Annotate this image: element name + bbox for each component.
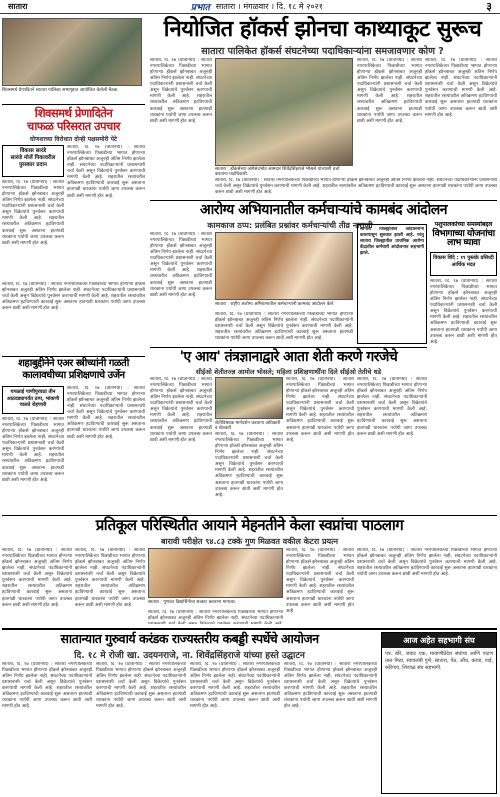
story8-subhead: दि. १८ मे रोजी खा. उदयनराजे, ना. शिवेंद्रसिंहराजे यांच्या हस्ते उद्घाटन xyxy=(74,651,305,661)
story1-left-caption: शिवसमर्थ प्रेणादितने सातारा पालिका सभागृहात आयोजित केलेली बैठक. xyxy=(2,88,119,93)
story4-column: सातारा, दि. १७ (प्रतिनिधी) : सातारा नगरपालिकेच्या पिछाडीच्या भागात होणाऱ्या हॉकर्स झोनबाबत अजूनही अंतिम निर्णय झालेला नाही. संघटनेच्या पदाधिकाऱ्यांनी प्रशासनाशी चर्चा केली असून विक्रेत्यांचे पुनर्वसन करण्याची मागणी केली आहे. शहरातील रस्त्यांवरील अतिक्रमण हटविण्याची कारवाई सुरू असताना हातगाडी धारकांना पर्यायी जागा उपलब्ध करून द्यावी अशी मागणी होत आहे. xyxy=(430,279,497,345)
participating-teams-title: आज अहेत सहभागी संघ xyxy=(382,633,496,648)
newspaper-logo: प्रभात xyxy=(190,3,210,13)
story8-column-3: सातारा, दि. १७ (प्रतिनिधी) : सातारा नगरपालिकेच्या पिछाडीच्या भागात होणाऱ्या हॉकर्स झोनबाबत अजूनही अंतिम निर्णय झालेला नाही. संघटनेच्या पदाधिकाऱ्यांनी प्रशासनाशी चर्चा केली असून विक्रेत्यांचे पुनर्वसन करण्याची मागणी केली आहे. शहरातील रस्त्यांवरील अतिक्रमण हटविण्याची कारवाई सुरू असताना हातगाडी धारकांना पर्यायी जागा उपलब्ध करून द्यावी अशी मागणी होत आहे. xyxy=(190,662,280,710)
story5-column-2: सातारा, दि. १७ (प्रतिनिधी) : सातारा नगरपालिकेच्या पिछाडीच्या भागात होणाऱ्या हॉकर्स झोनबाबत अजूनही अंतिम निर्णय झालेला नाही. संघटनेच्या पदाधिकाऱ्यांनी प्रशासनाशी चर्चा केली असून विक्रेत्यांचे पुनर्वसन करण्याची मागणी केली आहे. शहरातील रस्त्यांवरील अतिक्रमण हटविण्याची कारवाई सुरू असताना हातगाडी धारकांना पर्यायी जागा उपलब्ध करून द्यावी अशी मागणी होत आहे. xyxy=(215,432,283,498)
story3-column-1: सातारा, दि. १७ (प्रतिनिधी) : सातारा नगरपालिकेच्या पिछाडीच्या भागात होणाऱ्या हॉकर्स झोनबाबत अजूनही अंतिम निर्णय झालेला नाही. संघटनेच्या पदाधिकाऱ्यांनी प्रशासनाशी चर्चा केली असून विक्रेत्यांचे पुनर्वसन करण्याची मागणी केली आहे. शहरातील रस्त्यांवरील अतिक्रमण हटविण्याची कारवाई सुरू असताना हातगाडी धारकांना पर्यायी जागा उपलब्ध करून द्यावी अशी मागणी होत आहे. xyxy=(150,232,212,298)
participating-teams-body: पत्र. बोरे, जयाट एक, मायाणीप्रेदेश संघांचा आणि पाटण ताल मिठा, स्वावलंबी पुणे, सातारा, पेठ, औंध, कराड, वाई, कोरेगाव, शिरवळ संघ सहभागी. xyxy=(385,651,493,671)
story5-headline: 'ए आय' तंत्रज्ञानाद्वारे आता शेती करणे गरजेचे xyxy=(179,349,398,365)
story2-box: विकास सारंडे सारुंडे मोजें पिकावरील पुरस्कार प्रदान xyxy=(2,145,64,177)
story1-headline: नियोजित हॉकर्स झोनचा काथ्याकूट सुरूच xyxy=(163,16,482,42)
story7-photo xyxy=(148,548,283,598)
story3-column-2: सातारा, दि. १७ (प्रतिनिधी) : सातारा नगरपालिकेच्या पिछाडीच्या भागात होणाऱ्या हॉकर्स झोनबाबत अजूनही अंतिम निर्णय झालेला नाही. संघटनेच्या पदाधिकाऱ्यांनी प्रशासनाशी चर्चा केली असून विक्रेत्यांचे पुनर्वसन करण्याची मागणी केली आहे. शहरातील रस्त्यांवरील अतिक्रमण हटविण्याची कारवाई सुरू असताना हातगाडी धारकांना पर्यायी जागा उपलब्ध करून द्यावी अशी मागणी होत आहे. xyxy=(215,312,353,342)
header-city: सातारा xyxy=(8,2,28,11)
story6-headline-2: कालावधीच्या प्रशिक्षणाचे उर्जेन xyxy=(22,370,125,381)
story3-subhead: कामकाज ठप्प: प्रलंबित प्रश्नांवर कर्मचाऱ्यांची तीव्र नाराजी xyxy=(207,221,373,230)
story5-column-3: सातारा, दि. १७ (प्रतिनिधी) : सातारा नगरपालिकेच्या पिछाडीच्या भागात होणाऱ्या हॉकर्स झोनबाबत अजूनही अंतिम निर्णय झालेला नाही. संघटनेच्या पदाधिकाऱ्यांनी प्रशासनाशी चर्चा केली असून विक्रेत्यांचे पुनर्वसन करण्याची मागणी केली आहे. शहरातील रस्त्यांवरील अतिक्रमण हटविण्याची कारवाई सुरू असताना हातगाडी धारकांना पर्यायी जागा उपलब्ध करून द्यावी अशी मागणी होत आहे. xyxy=(286,377,354,443)
story7-subhead: बारावी परीक्षेत ९४.८३ टक्के गुण मिळवत वकील केटरा प्रयत्न xyxy=(160,537,339,546)
story7-column-4: सातारा, दि. १७ (प्रतिनिधी) : सातारा नगरपालिकेच्या पिछाडीच्या भागात होणाऱ्या हॉकर्स झोनबाबत अजूनही अंतिम निर्णय झालेला नाही. संघटनेच्या पदाधिकाऱ्यांनी प्रशासनाशी चर्चा केली असून विक्रेत्यांचे पुनर्वसन करण्याची मागणी केली आहे. शहरातील रस्त्यांवरील अतिक्रमण हटविण्याची कारवाई सुरू असताना हातगाडी धारकांना पर्यायी जागा उपलब्ध करून द्यावी अशी मागणी होत आहे. xyxy=(286,548,354,614)
story1-column-1: सातारा, दि. १७ (प्रतिनिधी) : सातारा नगरपालिकेच्या पिछाडीच्या भागात होणाऱ्या हॉकर्स झोनबाबत अजूनही अंतिम निर्णय झालेला नाही. संघटनेच्या पदाधिकाऱ्यांनी प्रशासनाशी चर्चा केली असून विक्रेत्यांचे पुनर्वसन करण्याची मागणी केली आहे. शहरातील रस्त्यांवरील अतिक्रमण हटविण्याची कारवाई सुरू असताना हातगाडी धारकांना पर्यायी जागा उपलब्ध करून द्यावी अशी मागणी होत आहे. xyxy=(150,58,212,124)
story2-subhead: घोणशाच्या विरोधात दोन्ही पक्षसमोरी पेटे xyxy=(29,136,118,143)
story5-photo-caption: शेतीविषयक मार्गदर्शन करताना अधिकारी व शेतकरी xyxy=(215,421,281,432)
story1-column-bottom: सातारा, दि. १७ (प्रतिनिधी) : सातारा नगरपालिकेच्या पिछाडीच्या भागात होणाऱ्या हॉकर्स झोनबाबत अजूनही अंतिम निर्णय झालेला नाही. संघटनेच्या पदाधिकाऱ्यांनी प्रशासनाशी चर्चा केली असून विक्रेत्यांचे पुनर्वसन करण्याची मागणी केली आहे. शहरातील रस्त्यांवरील अतिक्रमण हटविण्याची कारवाई सुरू असताना हातगाडी धारकांना पर्यायी जागा उपलब्ध करून द्यावी अशी मागणी होत आहे. xyxy=(215,178,497,196)
story5-photo xyxy=(215,377,283,419)
story6-column-1: सातारा, दि. १७ (प्रतिनिधी) : सातारा नगरपालिकेच्या पिछाडीच्या भागात होणाऱ्या हॉकर्स झोनबाबत अजूनही अंतिम निर्णय झालेला नाही. संघटनेच्या पदाधिकाऱ्यांनी प्रशासनाशी चर्चा केली असून विक्रेत्यांचे पुनर्वसन करण्याची मागणी केली आहे. शहरातील रस्त्यांवरील अतिक्रमण हटविण्याची कारवाई सुरू असताना हातगाडी धारकांना पर्यायी जागा उपलब्ध करून द्यावी अशी मागणी होत आहे. xyxy=(2,417,64,483)
story8-column-1: सातारा, दि. १७ (प्रतिनिधी) : सातारा नगरपालिकेच्या पिछाडीच्या भागात होणाऱ्या हॉकर्स झोनबाबत अजूनही अंतिम निर्णय झालेला नाही. संघटनेच्या पदाधिकाऱ्यांनी प्रशासनाशी चर्चा केली असून विक्रेत्यांचे पुनर्वसन करण्याची मागणी केली आहे. शहरातील रस्त्यांवरील अतिक्रमण हटविण्याची कारवाई सुरू असताना हातगाडी धारकांना पर्यायी जागा उपलब्ध करून द्यावी अशी मागणी होत आहे. xyxy=(2,662,92,710)
story2-column-2: सातारा, दि. १७ (प्रतिनिधी) : सातारा नगरपालिकेच्या पिछाडीच्या भागात होणाऱ्या हॉकर्स झोनबाबत अजूनही अंतिम निर्णय झालेला नाही. संघटनेच्या पदाधिकाऱ्यांनी प्रशासनाशी चर्चा केली असून विक्रेत्यांचे पुनर्वसन करण्याची मागणी केली आहे. शहरातील रस्त्यांवरील अतिक्रमण हटविण्याची कारवाई सुरू असताना हातगाडी धारकांना पर्यायी जागा उपलब्ध करून द्यावी अशी मागणी होत आहे. xyxy=(67,145,145,199)
story7-column-2: सातारा, दि. १७ (प्रतिनिधी) : सातारा नगरपालिकेच्या पिछाडीच्या भागात होणाऱ्या हॉकर्स झोनबाबत अजूनही अंतिम निर्णय झालेला नाही. संघटनेच्या पदाधिकाऱ्यांनी प्रशासनाशी चर्चा केली असून विक्रेत्यांचे पुनर्वसन करण्याची मागणी केली आहे. शहरातील रस्त्यांवरील अतिक्रमण हटविण्याची कारवाई सुरू असताना हातगाडी धारकांना पर्यायी जागा उपलब्ध करून द्यावी अशी मागणी होत आहे. xyxy=(75,548,145,608)
story2-rule xyxy=(2,104,145,105)
story6-box: चपळाई पाणीपुरवठा तीन आठवड्यापर्यंत ठप्प, भांकणी चालते रोहणारी xyxy=(2,386,64,414)
story1-column-3: सातारा, दि. १७ (प्रतिनिधी) : सातारा नगरपालिकेच्या पिछाडीच्या भागात होणाऱ्या हॉकर्स झोनबाबत अजूनही अंतिम निर्णय झालेला नाही. संघटनेच्या पदाधिकाऱ्यांनी प्रशासनाशी चर्चा केली असून विक्रेत्यांचे पुनर्वसन करण्याची मागणी केली आहे. शहरातील रस्त्यांवरील अतिक्रमण हटविण्याची कारवाई सुरू असताना हातगाडी धारकांना पर्यायी जागा उपलब्ध करून द्यावी अशी मागणी होत आहे. xyxy=(357,58,422,124)
story3-headline: आरोग्य अभियानातील कर्मचाऱ्यांचे कामबंद आंदोलन xyxy=(199,202,448,218)
story3-side-box-text: सांगली जिल्ह्यातील आंदोलनांना कालपासून सुरुवात झाली आहे. परंतु सातारा जिल्ह्यातील प्राथमिक आरोग्य केंद्रातील कर्मचारी आंदोलनात सहभागी झाले. xyxy=(360,227,424,257)
story5-column-1: सातारा, दि. १७ (प्रतिनिधी) : सातारा नगरपालिकेच्या पिछाडीच्या भागात होणाऱ्या हॉकर्स झोनबाबत अजूनही अंतिम निर्णय झालेला नाही. संघटनेच्या पदाधिकाऱ्यांनी प्रशासनाशी चर्चा केली असून विक्रेत्यांचे पुनर्वसन करण्याची मागणी केली आहे. शहरातील रस्त्यांवरील अतिक्रमण हटविण्याची कारवाई सुरू असताना हातगाडी धारकांना पर्यायी जागा उपलब्ध करून द्यावी अशी मागणी होत आहे. xyxy=(150,377,212,443)
hockers-meeting-photo xyxy=(2,18,142,86)
page-number: ३ xyxy=(486,0,492,13)
masthead xyxy=(191,0,323,13)
story3-rule xyxy=(150,200,497,201)
story7-column-1: सातारा, दि. १७ (प्रतिनिधी) : सातारा नगरपालिकेच्या पिछाडीच्या भागात होणाऱ्या हॉकर्स झोनबाबत अजूनही अंतिम निर्णय झालेला नाही. संघटनेच्या पदाधिकाऱ्यांनी प्रशासनाशी चर्चा केली असून विक्रेत्यांचे पुनर्वसन करण्याची मागणी केली आहे. शहरातील रस्त्यांवरील अतिक्रमण हटविण्याची कारवाई सुरू असताना हातगाडी धारकांना पर्यायी जागा उपलब्ध करून द्यावी अशी मागणी होत आहे. xyxy=(2,548,72,608)
story2-headline-2: चाफळ परिसरात उपचार xyxy=(27,119,120,133)
story3-side-box xyxy=(357,224,427,344)
story5-subhead: सीईओ शेतीतज्ज्ञ आमोल भोसले; महिला प्रशिक्षणार्थींना दिले सीईओ तेतीचे धडे xyxy=(195,368,382,376)
story5-column-4: सातारा, दि. १७ (प्रतिनिधी) : सातारा नगरपालिकेच्या पिछाडीच्या भागात होणाऱ्या हॉकर्स झोनबाबत अजूनही अंतिम निर्णय झालेला नाही. संघटनेच्या पदाधिकाऱ्यांनी प्रशासनाशी चर्चा केली असून विक्रेत्यांचे पुनर्वसन करण्याची मागणी केली आहे. शहरातील रस्त्यांवरील अतिक्रमण हटविण्याची कारवाई सुरू असताना हातगाडी धारकांना पर्यायी जागा उपलब्ध करून द्यावी अशी मागणी होत आहे. xyxy=(357,377,427,437)
story7-headline: प्रतिकूल परिस्थितीत आयाने मेहनतीने केला स्वप्नांचा पाठलाग xyxy=(95,516,404,534)
story1-subhead: सातारा पालिकेत हॉकर्स संघटनेच्या पदाधिकाऱ्यांना समजावणार कोण ? xyxy=(201,46,444,57)
story2-headline: शिवसमर्थ प्रेणादितेन xyxy=(34,106,113,120)
story4-headline: विभागाच्या योजनांचा लाभ घ्यावा xyxy=(432,229,495,249)
story4-box: विकास शिंदे : १९ पुस्तके प्रसिध्दी आर्थिक मदत xyxy=(430,252,497,276)
story8-column-2: सातारा, दि. १७ (प्रतिनिधी) : सातारा नगरपालिकेच्या पिछाडीच्या भागात होणाऱ्या हॉकर्स झोनबाबत अजूनही अंतिम निर्णय झालेला नाही. संघटनेच्या पदाधिकाऱ्यांनी प्रशासनाशी चर्चा केली असून विक्रेत्यांचे पुनर्वसन करण्याची मागणी केली आहे. शहरातील रस्त्यांवरील अतिक्रमण हटविण्याची कारवाई सुरू असताना हातगाडी धारकांना पर्यायी जागा उपलब्ध करून द्यावी अशी मागणी होत आहे. xyxy=(96,662,186,710)
story3-photo-caption: सातारा : राष्ट्रीय आरोग्य अभियानातील कर्मचाऱ्यांनी कामबंद आंदोलन केले. xyxy=(215,302,335,307)
story6-rule xyxy=(2,356,145,357)
story7-column-3: सातारा, दि. १७ (प्रतिनिधी) : सातारा नगरपालिकेच्या पिछाडीच्या भागात होणाऱ्या हॉकर्स झोनबाबत अजूनही अंतिम निर्णय झालेला नाही. संघटनेच्या पदाधिकाऱ्यांनी xyxy=(148,610,283,622)
story2-column-1: सातारा, दि. १७ (प्रतिनिधी) : सातारा नगरपालिकेच्या पिछाडीच्या भागात होणाऱ्या हॉकर्स झोनबाबत अजूनही अंतिम निर्णय झालेला नाही. संघटनेच्या पदाधिकाऱ्यांनी प्रशासनाशी चर्चा केली असून विक्रेत्यांचे पुनर्वसन करण्याची मागणी केली आहे. शहरातील रस्त्यांवरील अतिक्रमण हटविण्याची कारवाई सुरू असताना हातगाडी धारकांना पर्यायी जागा उपलब्ध करून द्यावी अशी मागणी होत आहे. xyxy=(2,180,64,246)
page-header xyxy=(0,0,500,14)
story7-column-5: सातारा, दि. १७ (प्रतिनिधी) : सातारा नगरपालिकेच्या पिछाडीच्या भागात होणाऱ्या हॉकर्स झोनबाबत अजूनही अंतिम निर्णय झालेला नाही. संघटनेच्या पदाधिकाऱ्यांनी प्रशासनाशी चर्चा केली असून विक्रेत्यांचे पुनर्वसन करण्याची मागणी केली आहे. शहरातील रस्त्यांवरील अतिक्रमण हटविण्याची कारवाई सुरू असताना हातगाडी धारकांना पर्यायी जागा उपलब्ध करून द्यावी अशी मागणी होत आहे. xyxy=(357,548,497,578)
story4-kicker: पशुपालकांच्या समस्यांबद्दल xyxy=(434,221,493,228)
story6-column-2: सातारा, दि. १७ (प्रतिनिधी) : सातारा नगरपालिकेच्या पिछाडीच्या भागात होणाऱ्या हॉकर्स झोनबाबत अजूनही अंतिम निर्णय झालेला नाही. संघटनेच्या पदाधिकाऱ्यांनी प्रशासनाशी चर्चा केली असून विक्रेत्यांचे पुनर्वसन करण्याची मागणी केली आहे. शहरातील रस्त्यांवरील अतिक्रमण हटविण्याची कारवाई सुरू असताना हातगाडी धारकांना पर्यायी जागा उपलब्ध करून द्यावी अशी मागणी होत आहे. xyxy=(67,386,145,440)
story8-rule xyxy=(2,628,497,630)
participating-teams-box xyxy=(381,632,497,794)
story8-headline: सातान्यात गुरुवार्य करंडक राज्यस्तरीय कबड्डी स्पर्धेचे आयोजन xyxy=(60,631,319,646)
dateline: सातारा । मंगळवार । दि. १८ मे २०२१ xyxy=(215,2,323,11)
story7-photo-caption: सातारा : गुणवंत विद्यार्थिनीचा सत्कार करताना मान्यवर. xyxy=(148,600,237,605)
story1-column-4: सातारा, दि. १७ (प्रतिनिधी) : सातारा नगरपालिकेच्या पिछाडीच्या भागात होणाऱ्या हॉकर्स झोनबाबत अजूनही अंतिम निर्णय झालेला नाही. संघटनेच्या पदाधिकाऱ्यांनी प्रशासनाशी चर्चा केली असून विक्रेत्यांचे पुनर्वसन करण्याची मागणी केली आहे. शहरातील रस्त्यांवरील अतिक्रमण हटविण्याची कारवाई सुरू असताना हातगाडी धारकांना पर्यायी जागा उपलब्ध करून द्यावी अशी मागणी होत आहे. xyxy=(425,58,497,118)
story3-main-photo xyxy=(215,232,353,300)
story2-column-bottom: सातारा, दि. १७ (प्रतिनिधी) : सातारा नगरपालिकेच्या पिछाडीच्या भागात होणाऱ्या हॉकर्स झोनबाबत अजूनही अंतिम निर्णय झालेला नाही. संघटनेच्या पदाधिकाऱ्यांनी प्रशासनाशी चर्चा केली असून विक्रेत्यांचे पुनर्वसन करण्याची मागणी केली आहे. शहरातील रस्त्यांवरील अतिक्रमण हटविण्याची कारवाई सुरू असताना हातगाडी धारकांना पर्यायी जागा उपलब्ध करून द्यावी अशी मागणी होत आहे. xyxy=(2,282,145,312)
story1-main-photo xyxy=(215,58,353,166)
story1-photo-caption: सातारा : हॉकर्सच्या जागेसंदर्भात आमदार शिवेंद्रसिंहराजे भोसले यांच्याशी चर्चा करताना पदाधिकारी. xyxy=(215,167,340,178)
story8-column-4: सातारा, दि. १७ (प्रतिनिधी) : सातारा नगरपालिकेच्या पिछाडीच्या भागात होणाऱ्या हॉकर्स झोनबाबत अजूनही अंतिम निर्णय झालेला नाही. संघटनेच्या पदाधिकाऱ्यांनी प्रशासनाशी चर्चा केली असून विक्रेत्यांचे पुनर्वसन करण्याची मागणी केली आहे. शहरातील रस्त्यांवरील अतिक्रमण हटविण्याची कारवाई सुरू असताना हातगाडी धारकांना पर्यायी जागा उपलब्ध करून द्यावी अशी मागणी होत आहे. xyxy=(284,662,377,710)
story6-headline: शहाबुद्दीनेने एअर स्त्रीच्यांनी गळती xyxy=(18,358,129,369)
story5-rule xyxy=(150,347,427,348)
